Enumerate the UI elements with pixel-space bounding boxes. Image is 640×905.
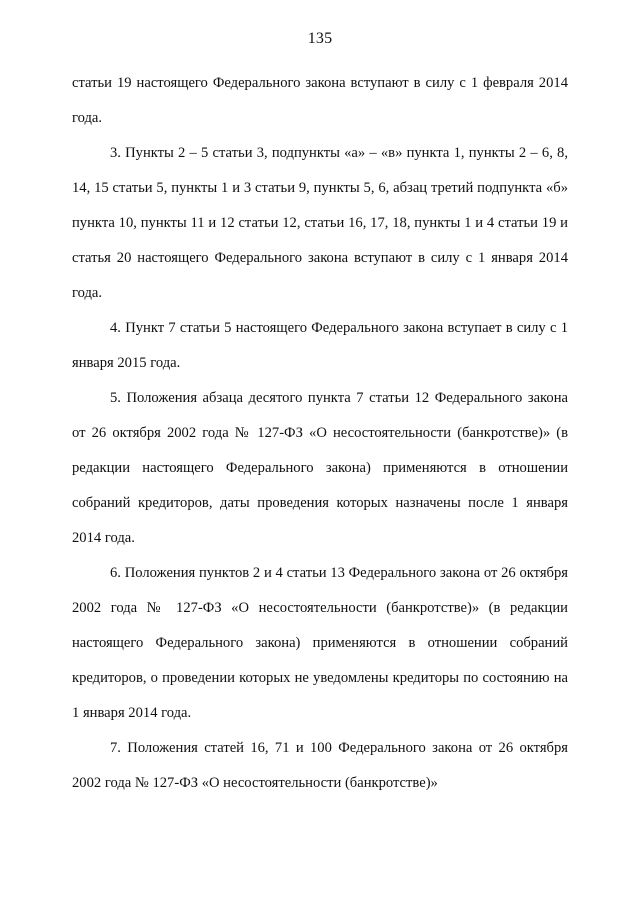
document-body [72,66,568,801]
paragraph-continuation: статьи 19 настоящего Федерального закона вступают в силу с 1 февраля 2014 года. [72,75,568,126]
page-number: 135 [307,30,333,47]
paragraph-6: 6. Положения пунктов 2 и 4 статьи 13 Федерального закона от 26 октября 2002 года № 127-ФЗ «О несостоятельности (банкротстве)» (в редакции настоящего Федерального закона) применяются в отношении собраний кредиторов, о проведении которых не уведомлены кредиторы по состоянию на 1 января 2014 года. [72,565,568,721]
paragraph-4: 4. Пункт 7 статьи 5 настоящего Федерального закона вступает в силу с 1 января 2015 года. [72,320,568,371]
paragraph-3: 3. Пункты 2 – 5 статьи 3, подпункты «а» – «в» пункта 1, пункты 2 – 6, 8, 14, 15 статьи 5, пункты 1 и 3 статьи 9, пункты 5, 6, абзац третий подпункта «б» пункта 10, пункты 11 и 12 статьи 12, статьи 16, 17, 18, пункты 1 и 4 статьи 19 и статья 20 настоящего Федерального закона вступают в силу с 1 января 2014 года. [72,145,568,301]
paragraph-5: 5. Положения абзаца десятого пункта 7 статьи 12 Федерального закона от 26 октября 2002 года № 127-ФЗ «О несостоятельности (банкротстве)» (в редакции настоящего Федерального закона) применяются в отношении собраний кредиторов, даты проведения которых назначены после 1 января 2014 года. [72,390,568,546]
paragraph-7: 7. Положения статей 16, 71 и 100 Федерального закона от 26 октября 2002 года № 127-ФЗ «О несостоятельности (банкротстве)» [72,740,568,791]
